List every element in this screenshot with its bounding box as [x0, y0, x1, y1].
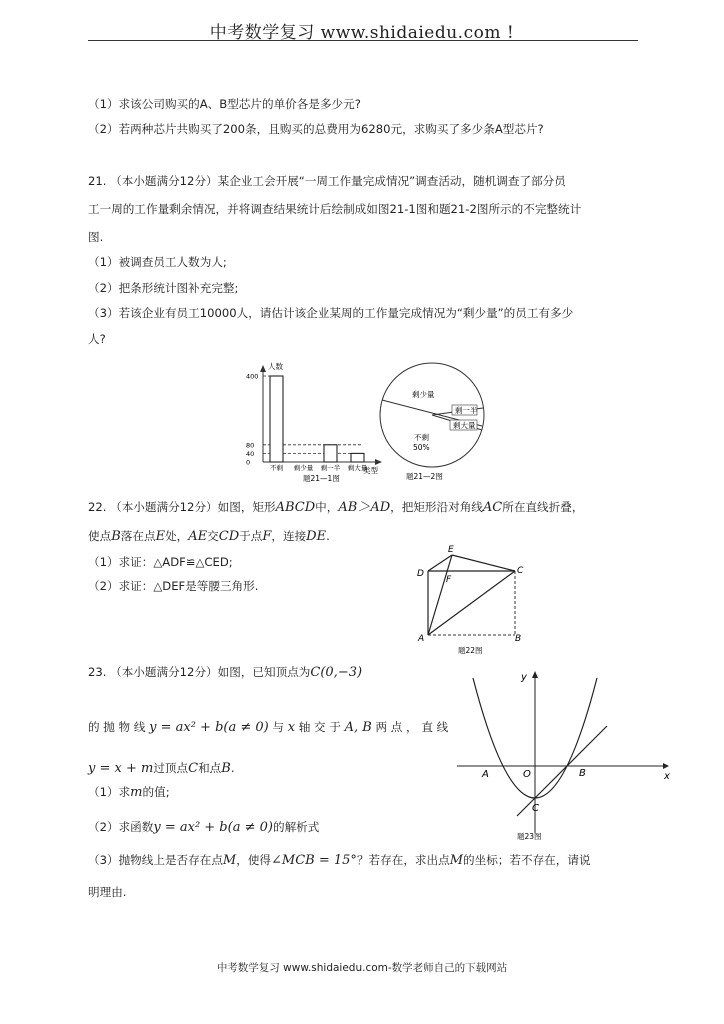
- fig22-label-E: E: [448, 545, 454, 555]
- fig23-label-C: C: [532, 803, 539, 814]
- fig22-label-A: A: [418, 634, 425, 644]
- bar-3: [351, 453, 364, 462]
- q23-part1: （1）求m的值;: [88, 785, 170, 800]
- fig22-label-F: F: [446, 575, 452, 585]
- page-footer: 中考数学复习 www.shidaiedu.com-数学老师自己的下载网站: [216, 962, 508, 974]
- q21-part3: （3）若该企业有员工10000人，请估计该企业某周的工作量完成情况为“剩少量”的员工有多少: [88, 306, 574, 320]
- bar-chart-xtick-0: 不剩: [270, 464, 283, 472]
- fig22-caption: 题22图: [458, 646, 483, 655]
- pie-chart-caption: 题21—2图: [406, 472, 443, 481]
- q23-line2: 的 抛 物 线 y = ax² + b(a ≠ 0) 与 x 轴 交 于 A, B 两 点 ， 直 线: [88, 720, 449, 735]
- pie-label-none-pct: 50%: [413, 443, 430, 452]
- fig22-label-B: B: [515, 634, 522, 644]
- bar-2: [324, 445, 337, 462]
- fig22-label-D: D: [417, 569, 424, 579]
- pie-chart-21-2: [370, 360, 502, 484]
- q22-line1: 22. （本小题满分12分）如图，矩形ABCD中，AB＞AD，把矩形沿对角线AC所在直线折叠，: [88, 500, 584, 515]
- fig23-label-y: y: [521, 672, 527, 683]
- q23-line1: 23. （本小题满分12分）如图，已知顶点为C(0,−3): [88, 665, 363, 680]
- q22-line2: 使点B落在点E处，AE交CD于点F，连接DE.: [88, 529, 330, 544]
- fig23-label-B: B: [579, 768, 586, 779]
- bar-chart-21-1: [245, 360, 385, 484]
- bar-chart-caption: 题21—1图: [303, 474, 340, 483]
- q23-part2: （2）求函数y = ax² + b(a ≠ 0)的解析式: [88, 820, 320, 835]
- q23-line3: y = x + m过顶点C和点B.: [88, 761, 235, 776]
- bar-chart-xtick-1: 剩少量: [293, 464, 314, 472]
- bar-chart-ytick-1: 40: [246, 449, 255, 458]
- header-rule: [88, 40, 638, 41]
- fig22-AC: [428, 571, 515, 635]
- q22-part1: （1）求证：△ADF≌△CED;: [88, 555, 233, 569]
- bar-chart-xtick-3: 剩大量: [347, 464, 368, 472]
- fig23-x-arrow: [663, 763, 669, 769]
- fig23-label-A: A: [482, 769, 489, 780]
- bar-chart-y-arrow: [260, 365, 266, 372]
- figure-23: [455, 668, 680, 842]
- bar-0: [270, 376, 283, 462]
- fig23-y-arrow: [532, 671, 538, 678]
- q23-part3-cont: 明理由.: [88, 885, 127, 899]
- q21-line3: 图.: [88, 230, 104, 244]
- bar-chart-ytick-2: 80: [246, 441, 255, 450]
- pie-label-half: 剩一半: [455, 406, 478, 415]
- bar-chart-ytick-3: 400: [246, 372, 259, 381]
- fig22-EC: [452, 555, 515, 571]
- pie-label-less: 剩少量: [412, 390, 435, 399]
- bar-chart-xlabel: 类型: [363, 466, 378, 475]
- pie-label-none: 不剩: [414, 433, 429, 442]
- q21-line1: 21. （本小题满分12分）某企业工会开展“一周工作量完成情况”调查活动，随机调查了部分员: [88, 174, 566, 188]
- q21-part3-cont: 人?: [88, 332, 106, 346]
- fig23-label-x: x: [664, 771, 670, 782]
- q21-part2: （2）把条形统计图补充完整;: [88, 281, 239, 295]
- q22-part2: （2）求证：△DEF是等腰三角形.: [88, 579, 259, 593]
- bar-chart-xtick-2: 剩一半: [320, 464, 341, 472]
- figure-22: [410, 540, 535, 656]
- fig23-label-O: O: [523, 769, 531, 780]
- page-header-title: 中考数学复习 www.shidaiedu.com !: [209, 23, 515, 43]
- q21-part1: （1）被调查员工人数为人;: [88, 255, 227, 269]
- bar-chart-ytick-0: 0: [246, 458, 251, 467]
- q21-line2: 工一周的工作量剩余情况，并将调查结果统计后绘制成如图21-1图和题21-2图所示的不完整统计: [88, 202, 582, 216]
- pie-label-much: 剩大量: [453, 421, 476, 430]
- q20-part1: （1）求该公司购买的A、B型芯片的单价各是多少元?: [88, 97, 361, 111]
- fig22-label-C: C: [517, 566, 524, 576]
- bar-chart-ylabel: 人数: [268, 362, 283, 371]
- q23-part3: （3）抛物线上是否存在点M，使得∠MCB = 15°？若存在，求出点M的坐标；若不存在，请说: [88, 853, 591, 868]
- fig23-caption: 题23图: [517, 832, 542, 841]
- q20-part2: （2）若两种芯片共购买了200条，且购买的总费用为6280元，求购买了多少条A型芯片?: [88, 122, 544, 136]
- fig22-AE: [428, 555, 452, 635]
